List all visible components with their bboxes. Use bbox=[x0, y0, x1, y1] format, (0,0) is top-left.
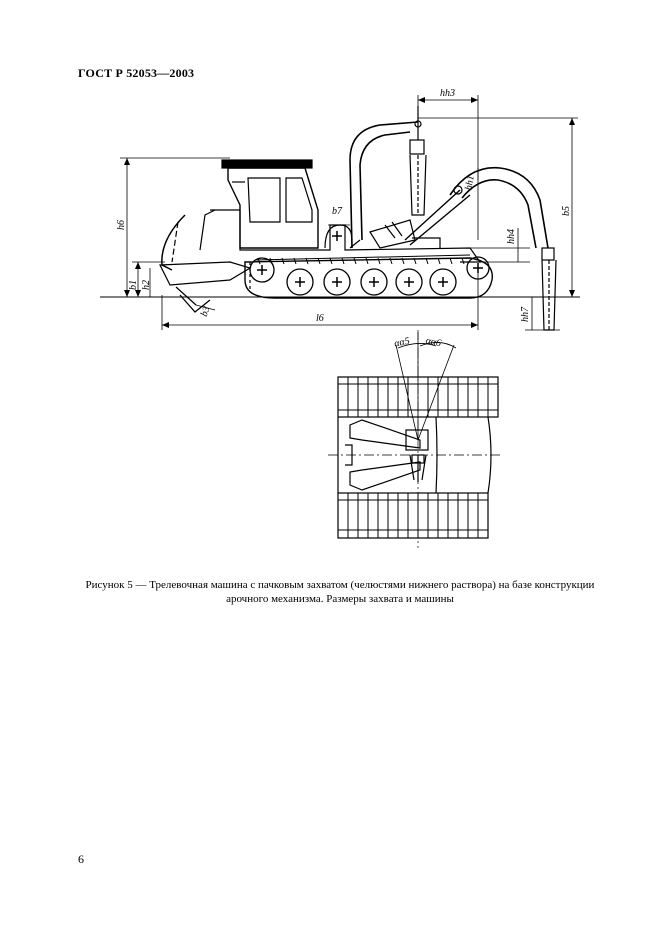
caption-line-2: арочного механизма. Размеры захвата и машины bbox=[226, 593, 454, 605]
label-hh7: hh7 bbox=[520, 307, 531, 322]
document-header: ГОСТ Р 52053—2003 bbox=[78, 66, 195, 80]
label-h2: h2 bbox=[141, 280, 152, 290]
label-alpha6: αα6 bbox=[424, 335, 443, 350]
label-b3: b3 bbox=[198, 304, 213, 319]
label-hh3: hh3 bbox=[440, 88, 455, 99]
figure-caption bbox=[60, 578, 620, 606]
caption-line-1: Рисунок 5 — Трелевочная машина с пачковым захватом (челюстями нижнего раствора) на базе конструкции bbox=[85, 579, 595, 591]
page-number: 6 bbox=[78, 852, 84, 866]
label-b1: b1 bbox=[128, 280, 139, 290]
label-b5: b5 bbox=[561, 206, 572, 216]
label-h6: h6 bbox=[116, 220, 127, 230]
label-hh1: hh1 bbox=[463, 174, 477, 192]
label-l6: l6 bbox=[316, 313, 324, 324]
plan-view bbox=[328, 330, 500, 548]
label-hh4: hh4 bbox=[506, 229, 517, 244]
label-alpha5: αα5 bbox=[393, 335, 411, 350]
label-b7: b7 bbox=[332, 206, 342, 217]
